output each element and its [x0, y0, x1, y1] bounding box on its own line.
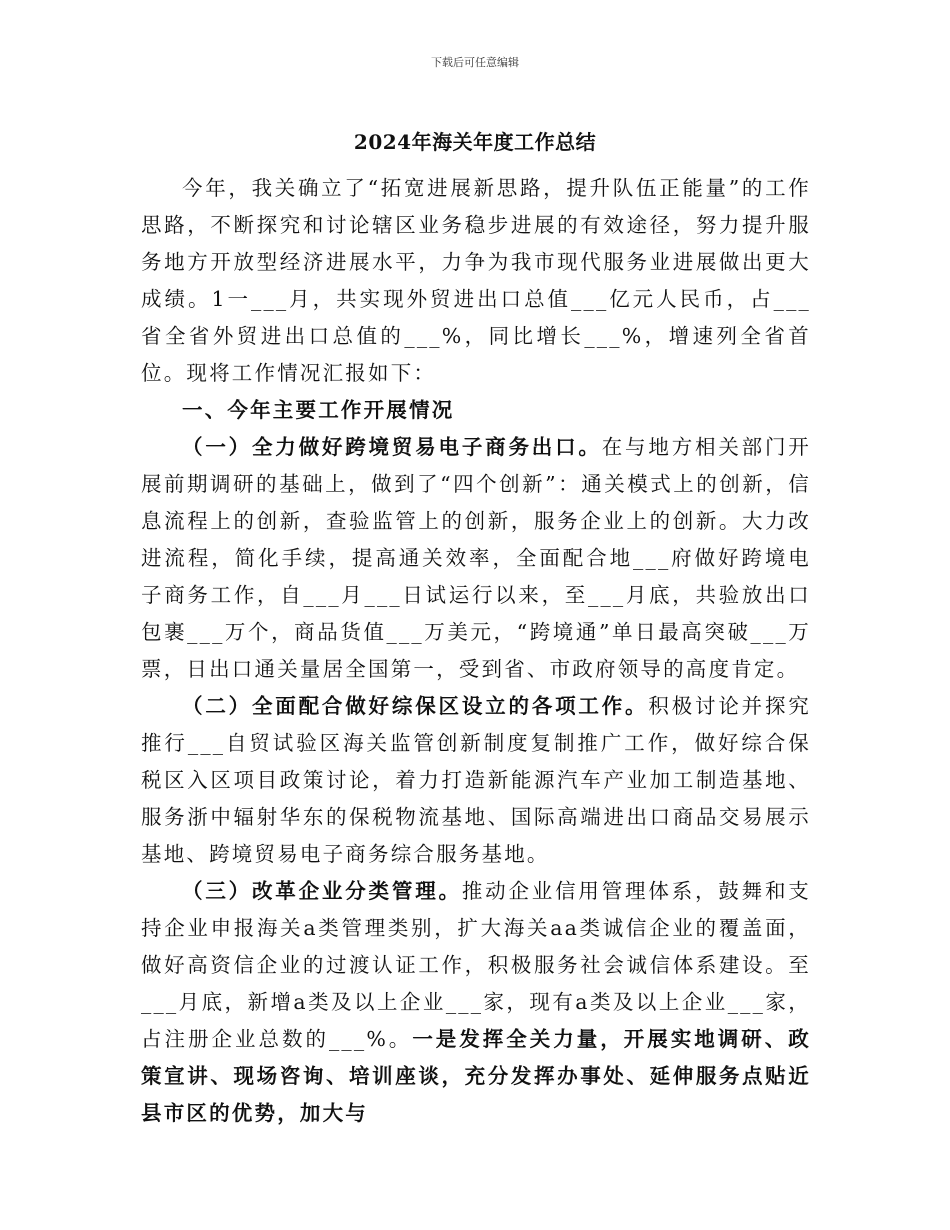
item-2-lead: （二）全面配合做好综保区设立的各项工作。	[182, 694, 649, 718]
item-1-lead: （一）全力做好跨境贸易电子商务出口。	[182, 435, 602, 459]
item-3-paragraph	[141, 873, 811, 1132]
page-header-note: 下载后可任意编辑	[431, 56, 519, 69]
document-body	[141, 170, 811, 1132]
item-3-lead: （三）改革企业分类管理。	[182, 879, 462, 903]
section-heading: 一、今年主要工作开展情况	[182, 398, 455, 422]
item-3-text: 推动企业信用管理体系，鼓舞和支持企业申报海关a类管理类别，扩大海关aa类诚信企业的覆盖面，做好高资信企业的过渡认证工作，积极服务社会诚信体系建设。至___月底，新增a类及以上企业___家，现有a类及以上企业___家，占注册企业总数的___%。	[141, 879, 811, 1051]
document-title: 2024年海关年度工作总结	[353, 130, 597, 154]
item-2-text: 积极讨论并探究推行___自贸试验区海关监管创新制度复制推广工作，做好综合保税区入区项目政策讨论，着力打造新能源汽车产业加工制造基地、服务浙中辐射华东的保税物流基地、国际高端进出口商品交易展示基地、跨境贸易电子商务综合服务基地。	[141, 694, 812, 866]
item-1-paragraph	[141, 429, 811, 688]
intro-paragraph: 今年，我关确立了“拓宽进展新思路，提升队伍正能量”的工作思路，不断探究和讨论辖区业务稳步进展的有效途径，努力提升服务地方开放型经济进展水平，力争为我市现代服务业进展做出更大成绩。1一___月，共实现外贸进出口总值___亿元人民币，占___省全省外贸进出口总值的___%，同比增长___%，增速列全省首位。现将工作情况汇报如下：	[141, 176, 811, 385]
item-1-text: 在与地方相关部门开展前期调研的基础上，做到了“四个创新”：通关模式上的创新，信息流程上的创新，查验监管上的创新，服务企业上的创新。大力改进流程，简化手续，提高通关效率，全面配合地___府做好跨境电子商务工作，自___月___日试运行以来，至___月底，共验放出口包裹___万个，商品货值___万美元，“跨境通”单日最高突破___万票，日出口通关量居全国第一，受到省、市政府领导的高度肯定。	[141, 435, 811, 681]
item-3-bold-tail: 一是发挥全关力量，开展实地调研、政策宣讲、现场咨询、培训座谈，充分发挥办事处、延伸服务点贴近县市区的优势，加大与	[141, 1027, 811, 1125]
item-2-paragraph	[141, 688, 811, 873]
